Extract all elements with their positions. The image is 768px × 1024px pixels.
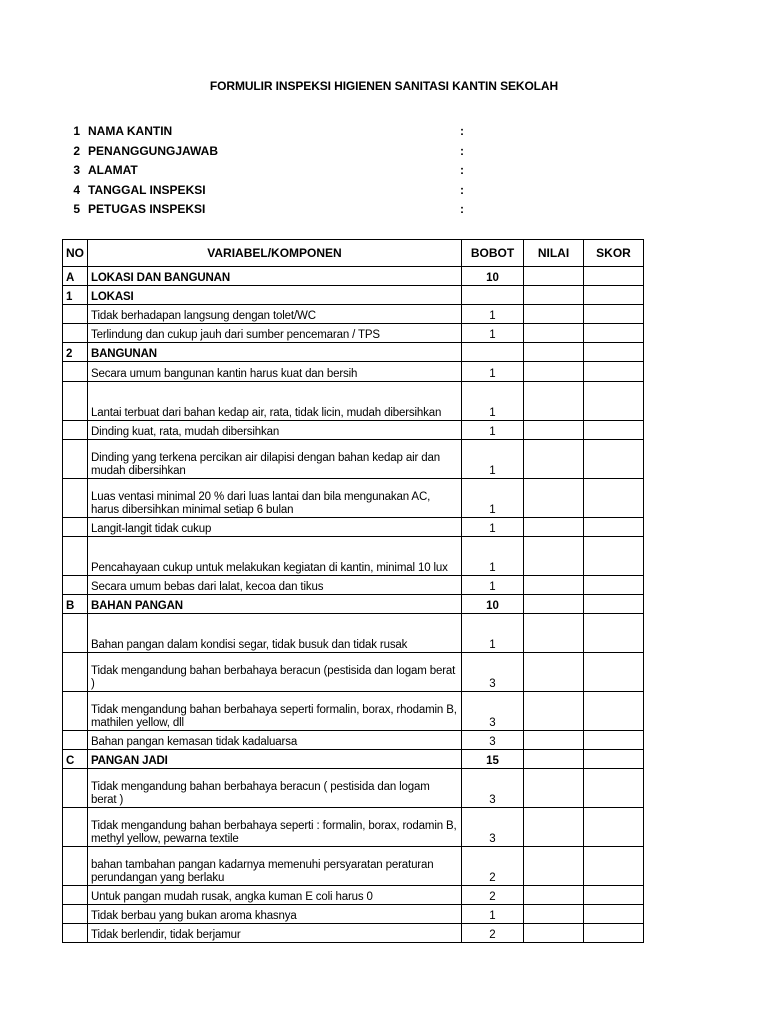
header-nilai: NILAI <box>524 240 584 267</box>
row-skor-cell[interactable] <box>584 692 644 731</box>
info-number: 4 <box>73 182 80 197</box>
row-description: Tidak mengandung bahan berbahaya seperti formalin, borax, rhodamin B, mathilen yellow, dll <box>88 692 462 731</box>
row-description: Dinding yang terkena percikan air dilapisi dengan bahan kedap air dan mudah dibersihkan <box>88 440 462 479</box>
row-nilai-cell[interactable] <box>524 653 584 692</box>
table-row <box>63 653 644 692</box>
row-bobot: 1 <box>462 305 524 324</box>
row-description: Tidak berlendir, tidak berjamur <box>88 924 462 943</box>
info-colon: : <box>460 163 464 177</box>
row-bobot: 1 <box>462 614 524 653</box>
row-number <box>63 769 88 808</box>
row-number <box>63 614 88 653</box>
row-description: BANGUNAN <box>88 343 462 362</box>
row-description: Tidak mengandung bahan berbahaya beracun (pestisida dan logam berat ) <box>88 653 462 692</box>
row-number <box>63 324 88 343</box>
row-nilai-cell[interactable] <box>524 808 584 847</box>
row-skor-cell[interactable] <box>584 653 644 692</box>
row-nilai-cell[interactable] <box>524 595 584 614</box>
row-number <box>63 847 88 886</box>
row-bobot: 1 <box>462 537 524 576</box>
row-skor-cell[interactable] <box>584 924 644 943</box>
row-description: LOKASI <box>88 286 462 305</box>
row-description: LOKASI DAN BANGUNAN <box>88 267 462 286</box>
inspection-table <box>62 239 644 943</box>
table-row <box>63 614 644 653</box>
row-nilai-cell[interactable] <box>524 421 584 440</box>
row-bobot: 1 <box>462 324 524 343</box>
header-no: NO <box>63 240 88 267</box>
row-number: C <box>63 750 88 769</box>
row-number <box>63 479 88 518</box>
row-nilai-cell[interactable] <box>524 731 584 750</box>
info-colon: : <box>460 182 464 197</box>
row-number <box>63 362 88 382</box>
row-number <box>63 653 88 692</box>
row-skor-cell[interactable] <box>584 537 644 576</box>
row-nilai-cell[interactable] <box>524 286 584 305</box>
row-nilai-cell[interactable] <box>524 692 584 731</box>
row-nilai-cell[interactable] <box>524 576 584 595</box>
row-skor-cell[interactable] <box>584 750 644 769</box>
row-number <box>63 731 88 750</box>
row-nilai-cell[interactable] <box>524 924 584 943</box>
row-description: Dinding kuat, rata, mudah dibersihkan <box>88 421 462 440</box>
row-number: B <box>63 595 88 614</box>
row-skor-cell[interactable] <box>584 286 644 305</box>
table-row <box>63 905 644 924</box>
section-row <box>63 286 644 305</box>
row-nilai-cell[interactable] <box>524 343 584 362</box>
row-description: PANGAN JADI <box>88 750 462 769</box>
row-skor-cell[interactable] <box>584 769 644 808</box>
table-row <box>63 769 644 808</box>
row-bobot: 1 <box>462 905 524 924</box>
header-skor: SKOR <box>584 240 644 267</box>
row-description: Tidak mengandung bahan berbahaya beracun ( pestisida dan logam berat ) <box>88 769 462 808</box>
row-number: 1 <box>63 286 88 305</box>
row-bobot: 1 <box>462 382 524 421</box>
table-row <box>63 362 644 382</box>
row-bobot: 1 <box>462 518 524 537</box>
section-row <box>63 595 644 614</box>
row-skor-cell[interactable] <box>584 343 644 362</box>
table-row <box>63 440 644 479</box>
row-description: Bahan pangan kemasan tidak kadaluarsa <box>88 731 462 750</box>
row-nilai-cell[interactable] <box>524 382 584 421</box>
table-row <box>63 576 644 595</box>
row-number <box>63 576 88 595</box>
row-number <box>63 692 88 731</box>
row-skor-cell[interactable] <box>584 440 644 479</box>
info-label: TANGGAL INSPEKSI <box>88 182 206 197</box>
row-number <box>63 905 88 924</box>
row-number <box>63 537 88 576</box>
section-row <box>63 267 644 286</box>
row-skor-cell[interactable] <box>584 731 644 750</box>
info-colon: : <box>460 124 464 138</box>
row-description: Secara umum bebas dari lalat, kecoa dan tikus <box>88 576 462 595</box>
row-skor-cell[interactable] <box>584 421 644 440</box>
row-number <box>63 808 88 847</box>
row-bobot: 15 <box>462 750 524 769</box>
row-skor-cell[interactable] <box>584 479 644 518</box>
row-skor-cell[interactable] <box>584 595 644 614</box>
row-bobot: 3 <box>462 808 524 847</box>
table-row <box>63 886 644 905</box>
header-bobot: BOBOT <box>462 240 524 267</box>
info-label: NAMA KANTIN <box>88 124 173 138</box>
row-number <box>63 305 88 324</box>
table-row <box>63 924 644 943</box>
row-number: A <box>63 267 88 286</box>
table-header-row <box>63 240 644 267</box>
table-body <box>63 267 644 943</box>
row-bobot: 10 <box>462 267 524 286</box>
row-skor-cell[interactable] <box>584 305 644 324</box>
header-variabel: VARIABEL/KOMPONEN <box>88 240 462 267</box>
row-bobot: 1 <box>462 421 524 440</box>
row-bobot: 3 <box>462 769 524 808</box>
info-number: 2 <box>73 143 80 158</box>
row-skor-cell[interactable] <box>584 808 644 847</box>
row-nilai-cell[interactable] <box>524 847 584 886</box>
info-label: ALAMAT <box>88 163 138 177</box>
row-description: Tidak berbau yang bukan aroma khasnya <box>88 905 462 924</box>
table-row <box>63 731 644 750</box>
row-bobot: 3 <box>462 653 524 692</box>
table-row <box>63 808 644 847</box>
table-row <box>63 324 644 343</box>
row-nilai-cell[interactable] <box>524 324 584 343</box>
row-description: Terlindung dan cukup jauh dari sumber pencemaran / TPS <box>88 324 462 343</box>
row-description: Lantai terbuat dari bahan kedap air, rata, tidak licin, mudah dibersihkan <box>88 382 462 421</box>
info-label: PENANGGUNGJAWAB <box>88 143 219 158</box>
row-skor-cell[interactable] <box>584 886 644 905</box>
info-colon: : <box>460 202 464 216</box>
row-bobot: 1 <box>462 440 524 479</box>
row-description: Bahan pangan dalam kondisi segar, tidak busuk dan tidak rusak <box>88 614 462 653</box>
row-bobot: 1 <box>462 479 524 518</box>
row-nilai-cell[interactable] <box>524 769 584 808</box>
table-row <box>63 692 644 731</box>
row-bobot: 2 <box>462 924 524 943</box>
row-number <box>63 886 88 905</box>
row-nilai-cell[interactable] <box>524 537 584 576</box>
table-row <box>63 537 644 576</box>
row-description: Luas ventasi minimal 20 % dari luas lantai dan bila mengunakan AC, harus dibersihkan minimal setiap 6 bulan <box>88 479 462 518</box>
row-description: Tidak mengandung bahan berbahaya seperti : formalin, borax, rodamin B, methyl yellow, pewarna textile <box>88 808 462 847</box>
info-number: 5 <box>73 202 80 216</box>
row-nilai-cell[interactable] <box>524 267 584 286</box>
row-number <box>63 421 88 440</box>
row-skor-cell[interactable] <box>584 267 644 286</box>
row-nilai-cell[interactable] <box>524 905 584 924</box>
row-skor-cell[interactable] <box>584 382 644 421</box>
row-bobot: 3 <box>462 692 524 731</box>
table-row <box>63 305 644 324</box>
table-row <box>63 518 644 537</box>
row-skor-cell[interactable] <box>584 362 644 382</box>
row-skor-cell[interactable] <box>584 324 644 343</box>
info-number: 3 <box>73 163 80 177</box>
row-number <box>63 924 88 943</box>
row-bobot <box>462 286 524 305</box>
row-bobot: 1 <box>462 362 524 382</box>
info-label: PETUGAS INSPEKSI <box>88 202 206 216</box>
row-skor-cell[interactable] <box>584 847 644 886</box>
row-skor-cell[interactable] <box>584 614 644 653</box>
row-number <box>63 382 88 421</box>
row-bobot: 1 <box>462 576 524 595</box>
table-row <box>63 479 644 518</box>
table-row <box>63 382 644 421</box>
row-number <box>63 440 88 479</box>
row-description: Tidak berhadapan langsung dengan tolet/WC <box>88 305 462 324</box>
row-nilai-cell[interactable] <box>524 440 584 479</box>
row-bobot: 10 <box>462 595 524 614</box>
form-title: FORMULIR INSPEKSI HIGIENEN SANITASI KANTIN SEKOLAH <box>209 79 559 93</box>
row-number: 2 <box>63 343 88 362</box>
row-nilai-cell[interactable] <box>524 305 584 324</box>
row-nilai-cell[interactable] <box>524 362 584 382</box>
row-bobot <box>462 343 524 362</box>
row-nilai-cell[interactable] <box>524 479 584 518</box>
row-skor-cell[interactable] <box>584 518 644 537</box>
row-skor-cell[interactable] <box>584 905 644 924</box>
section-row <box>63 343 644 362</box>
row-bobot: 3 <box>462 731 524 750</box>
row-nilai-cell[interactable] <box>524 750 584 769</box>
row-number <box>63 518 88 537</box>
row-description: Secara umum bangunan kantin harus kuat dan bersih <box>88 362 462 382</box>
row-description: Pencahayaan cukup untuk melakukan kegiatan di kantin, minimal 10 lux <box>88 537 462 576</box>
info-number: 1 <box>73 124 80 138</box>
row-description: bahan tambahan pangan kadarnya memenuhi persyaratan peraturan perundangan yang berlaku <box>88 847 462 886</box>
row-description: BAHAN PANGAN <box>88 595 462 614</box>
row-nilai-cell[interactable] <box>524 614 584 653</box>
row-bobot: 2 <box>462 847 524 886</box>
row-nilai-cell[interactable] <box>524 886 584 905</box>
row-bobot: 2 <box>462 886 524 905</box>
row-nilai-cell[interactable] <box>524 518 584 537</box>
section-row <box>63 750 644 769</box>
table-row <box>63 847 644 886</box>
row-description: Langit-langit tidak cukup <box>88 518 462 537</box>
row-skor-cell[interactable] <box>584 576 644 595</box>
row-description: Untuk pangan mudah rusak, angka kuman E coli harus 0 <box>88 886 462 905</box>
info-colon: : <box>460 143 464 158</box>
table-row <box>63 421 644 440</box>
